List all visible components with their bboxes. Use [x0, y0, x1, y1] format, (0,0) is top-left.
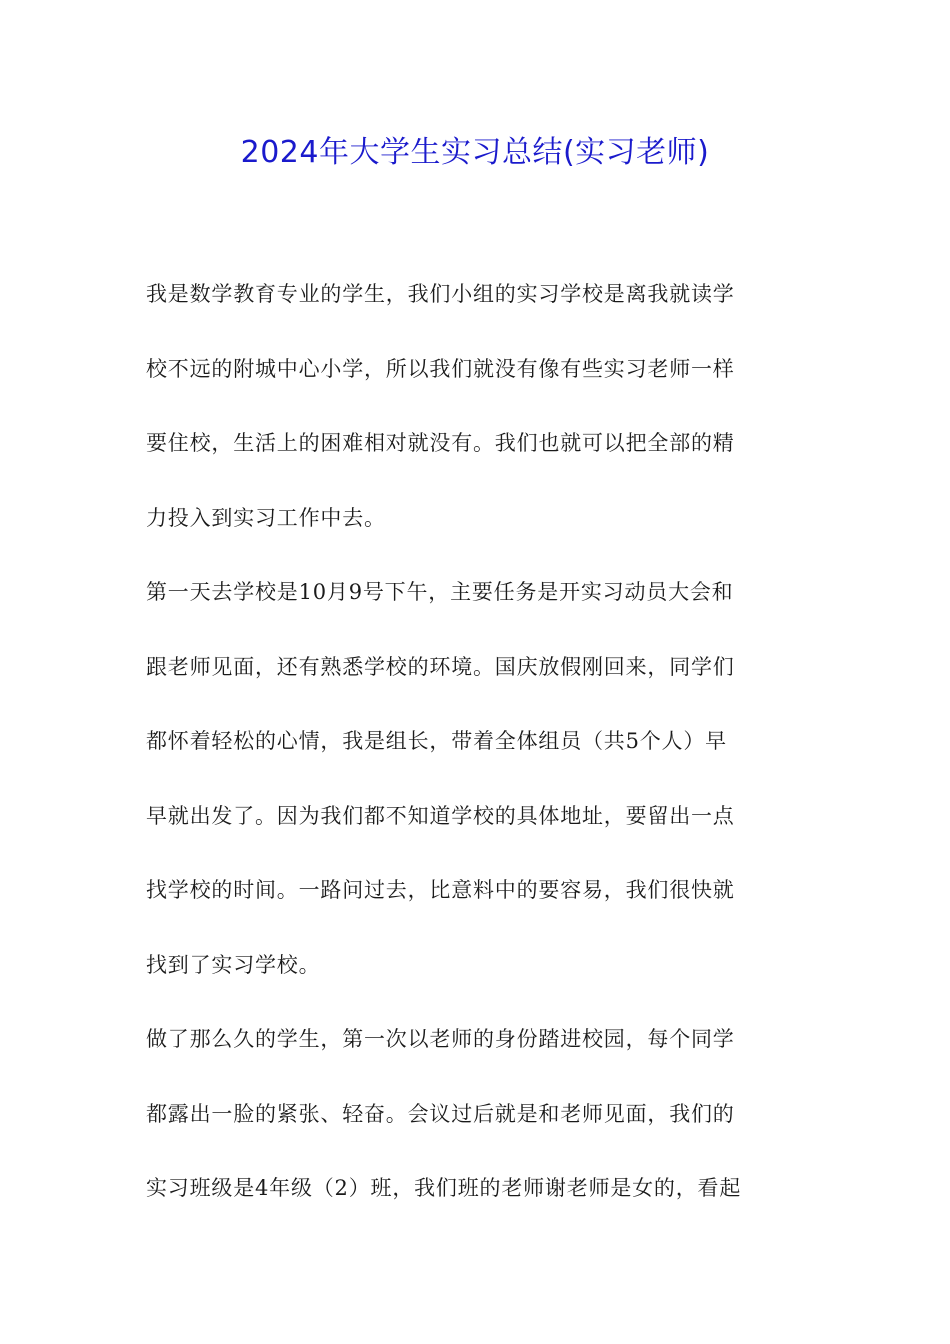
body-line: 做了那么久的学生，第一次以老师的身份踏进校园，每个同学	[146, 1027, 735, 1051]
document-body	[146, 257, 808, 1226]
body-line: 我是数学教育专业的学生，我们小组的实习学校是离我就读学	[146, 282, 735, 306]
body-line: 都露出一脸的紧张、轻奋。会议过后就是和老师见面，我们的	[146, 1101, 735, 1126]
body-line: 校不远的附城中心小学，所以我们就没有像有些实习老师一样	[146, 356, 735, 381]
body-line: 力投入到实习工作中去。	[146, 505, 386, 530]
document-title: 2024年大学生实习总结(实习老师)	[240, 135, 710, 170]
body-line: 找到了实习学校。	[146, 952, 321, 977]
body-line: 实习班级是4年级（2）班，我们班的老师谢老师是女的，看起	[146, 1176, 742, 1200]
body-line: 都怀着轻松的心情，我是组长，带着全体组员（共5个人）早	[146, 729, 727, 753]
body-line: 早就出发了。因为我们都不知道学校的具体地址，要留出一点	[146, 803, 735, 828]
body-line: 找学校的时间。一路问过去，比意料中的要容易，我们很快就	[146, 878, 735, 902]
body-line: 要住校，生活上的困难相对就没有。我们也就可以把全部的精	[146, 431, 735, 455]
body-line: 第一天去学校是10月9号下午，主要任务是开实习动员大会和	[146, 580, 734, 604]
body-line: 跟老师见面，还有熟悉学校的环境。国庆放假刚回来，同学们	[146, 654, 735, 679]
